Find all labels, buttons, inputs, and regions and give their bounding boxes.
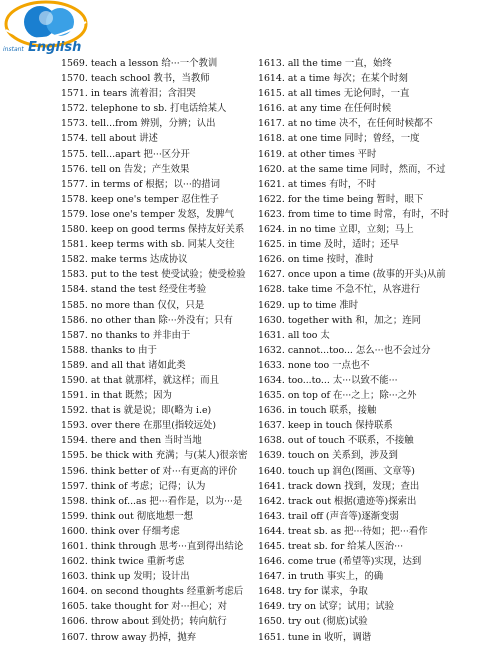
vocab-entry: 1641. track down 找到，发现；查出 <box>258 480 420 492</box>
vocab-entry: 1604. on second thoughts 经重新考虑后 <box>61 586 244 598</box>
logo-text: English <box>28 40 82 55</box>
vocab-entry: 1576. tell on 告发；产生效果 <box>61 163 190 175</box>
vocab-entry: 1570. teach school 教书，当教师 <box>61 73 210 85</box>
vocab-entry: 1587. no thanks to 并非由于 <box>61 329 191 341</box>
vocab-entry: 1584. stand the test 经受住考验 <box>61 284 207 296</box>
vocab-entry: 1594. there and then 当时当地 <box>61 435 202 447</box>
vocab-entry: 1636. in touch 联系，接触 <box>258 405 377 417</box>
vocab-entry: 1569. teach a lesson 给···一个教训 <box>61 58 218 69</box>
vocabulary-list-right <box>258 56 493 645</box>
vocab-entry: 1639. touch on 关系到，涉及到 <box>258 450 398 462</box>
vocab-entry: 1586. no other than 除···外没有；只有 <box>61 314 233 326</box>
vocab-entry: 1585. no more than 仅仅，只是 <box>61 299 205 311</box>
vocab-entry: 1643. trail off (声音等)逐渐变弱 <box>258 510 399 522</box>
vocab-entry: 1583. put to the test 使受试验；使受检验 <box>61 269 246 281</box>
vocab-entry: 1616. at any time 在任何时候 <box>258 103 392 115</box>
vocab-entry: 1613. all the time 一直，始终 <box>258 58 392 69</box>
vocab-entry: 1574. tell about 讲述 <box>61 133 158 145</box>
vocab-entry: 1606. throw about 到处扔；转向航行 <box>61 616 227 628</box>
vocab-entry: 1615. at all times 无论何时，一直 <box>258 88 410 100</box>
vocab-entry: 1637. keep in touch 保持联系 <box>258 420 393 432</box>
vocab-entry: 1603. think up 发明；设计出 <box>61 571 190 583</box>
vocab-entry: 1648. try for 谋求，争取 <box>258 586 368 598</box>
vocab-entry: 1619. at other times 平时 <box>258 148 377 160</box>
vocab-entry: 1597. think of 考虑；记得；认为 <box>61 480 206 492</box>
vocab-entry: 1634. too...to... 太···以致不能··· <box>258 374 398 386</box>
vocab-entry: 1621. at times 有时，不时 <box>258 178 377 190</box>
vocab-entry: 1626. on time 按时，准时 <box>258 254 374 266</box>
vocab-entry: 1593. over there 在那里(指较远处) <box>61 420 217 432</box>
vocab-entry: 1622. for the time being 暂时，眼下 <box>258 193 424 205</box>
vocabulary-list-left <box>61 56 251 645</box>
vocab-entry: 1624. in no time 立即，立刻；马上 <box>258 224 414 236</box>
vocab-entry: 1589. and all that 诸如此类 <box>61 359 186 371</box>
vocab-entry: 1630. together with 和，加之；连同 <box>258 314 422 326</box>
vocab-entry: 1640. touch up 润色(图画、文章等) <box>258 465 415 477</box>
vocab-entry: 1602. think twice 重新考虑 <box>61 556 185 568</box>
vocab-entry: 1600. think over 仔细考虑 <box>61 525 180 537</box>
vocab-entry: 1599. think out 彻底地想一想 <box>61 510 194 522</box>
vocab-entry: 1638. out of touch 不联系，不接触 <box>258 435 414 447</box>
vocab-entry: 1631. all too 太 <box>258 329 330 341</box>
logo-subtext-icon: instant <box>3 46 24 53</box>
vocab-entry: 1627. once upon a time (故事的开头)从前 <box>258 269 446 281</box>
vocab-entry: 1629. up to time 准时 <box>258 299 359 311</box>
vocab-entry: 1581. keep terms with sb. 同某人交往 <box>61 239 235 251</box>
vocab-entry: 1623. from time to time 时常，有时，不时 <box>258 208 450 220</box>
vocab-entry: 1651. tune in 收听，调谐 <box>258 631 372 643</box>
vocab-entry: 1646. come true (希望等)实现，达到 <box>258 556 422 568</box>
vocab-entry: 1598. think of...as 把···看作是，以为···是 <box>61 495 243 507</box>
vocab-entry: 1628. take time 不急不忙，从容进行 <box>258 284 420 296</box>
vocab-entry: 1645. treat sb. for 给某人医治··· <box>258 541 404 552</box>
brand-logo <box>0 0 92 62</box>
vocab-entry: 1596. think better of 对···有更高的评价 <box>61 465 238 477</box>
vocab-entry: 1614. at a time 每次；在某个时刻 <box>258 73 408 85</box>
vocab-entry: 1591. in that 既然；因为 <box>61 390 172 402</box>
vocab-entry: 1573. tell...from 辨别，分辨；认出 <box>61 118 216 130</box>
vocab-entry: 1605. take thought for 对···担心；对 <box>61 601 228 613</box>
vocab-entry: 1618. at one time 同时；曾经，一度 <box>258 133 420 145</box>
vocab-entry: 1588. thanks to 由于 <box>61 344 157 356</box>
vocab-entry: 1644. treat sb. as 把···待如；把···看作 <box>258 525 428 537</box>
vocab-entry: 1607. throw away 扔掉，抛弃 <box>61 631 197 643</box>
vocab-entry: 1595. be thick with 充满；与(某人)很亲密 <box>61 450 248 462</box>
vocab-entry: 1650. try out (彻底)试验 <box>258 616 368 628</box>
vocab-entry: 1572. telephone to sb. 打电话给某人 <box>61 103 227 115</box>
vocab-entry: 1579. lose one's temper 发怒，发脾气 <box>61 208 234 220</box>
vocab-entry: 1625. in time 及时，适时；还早 <box>258 239 400 251</box>
vocab-entry: 1649. try on 试穿；试用；试验 <box>258 601 395 613</box>
vocab-entry: 1601. think through 思考···直到得出结论 <box>61 541 244 552</box>
vocab-entry: 1647. in truth 事实上，的确 <box>258 571 384 583</box>
vocab-entry: 1578. keep one's temper 忍住性子 <box>61 193 219 205</box>
vocab-entry: 1582. make terms 达成协议 <box>61 254 188 266</box>
vocab-entry: 1580. keep on good terms 保持友好关系 <box>61 224 245 236</box>
vocab-entry: 1642. track out 根据(遗迹等)探索出 <box>258 495 417 507</box>
vocab-entry: 1577. in terms of 根据；以···的措词 <box>61 178 220 190</box>
vocab-entry: 1632. cannot...too... 怎么···也不会过分 <box>258 344 431 356</box>
vocab-entry: 1617. at no time 决不，在任何时候都不 <box>258 118 433 130</box>
vocab-entry: 1590. at that 就那样，就这样；而且 <box>61 374 220 386</box>
vocab-entry: 1620. at the same time 同时，然而，不过 <box>258 163 446 175</box>
vocab-entry: 1571. in tears 流着泪；含泪哭 <box>61 88 196 100</box>
vocab-entry: 1633. none too 一点也不 <box>258 359 370 371</box>
vocab-entry: 1575. tell...apart 把···区分开 <box>61 148 190 160</box>
vocab-entry: 1635. on top of 在···之上；除···之外 <box>258 390 417 402</box>
vocab-entry: 1592. that is 就是说；即(略为 i.e) <box>61 405 212 417</box>
